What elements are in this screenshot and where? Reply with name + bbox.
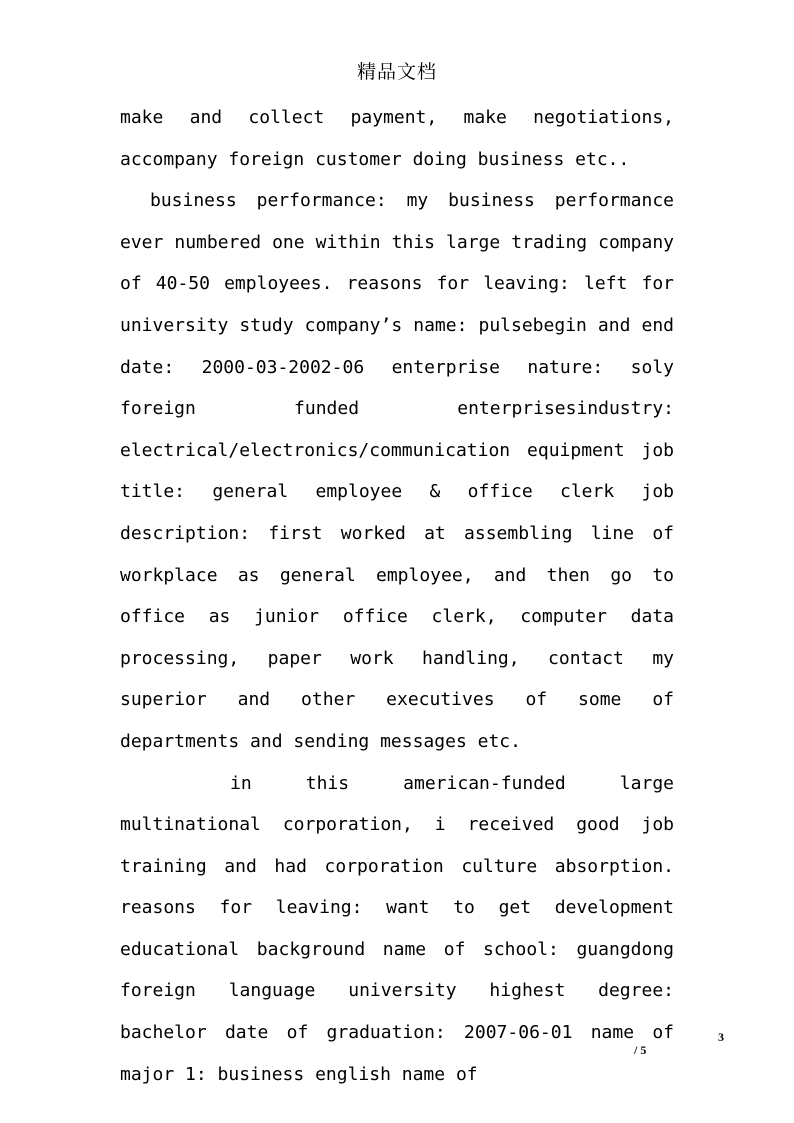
body-paragraph: business performance: my business performance ever numbered one within this large trading company of 40-50 employees. reasons for leaving: left for university study company’s name: pulsebegin and end date: 2000-03-2002-06 enterprise nature: soly foreign funded enterprisesindustry: electrical/electronics/communication equipment job title: general employee & office clerk job description: first worked at assembling line of workplace as general employee, and then go to office as junior office clerk, computer data processing, paper work handling, contact my superior and other executives of some of departments and sending messages etc. (120, 190, 674, 752)
body-paragraph: in this american-funded large multinational corporation, i received good job training and had corporation culture absorption. reasons for leaving: want to get development educational background name of school: guangdong foreign language university highest degree: bachelor date of graduation: 2007-06-01 name of major 1: business english name of (120, 772, 674, 1085)
document-body (120, 97, 674, 1095)
body-paragraph: make and collect payment, make negotiations, accompany foreign customer doing business etc.. (120, 107, 674, 170)
page-number: 3 (718, 1030, 724, 1044)
page-header-title: 精品文档 (356, 61, 437, 83)
page-total: / 5 (634, 1043, 647, 1057)
